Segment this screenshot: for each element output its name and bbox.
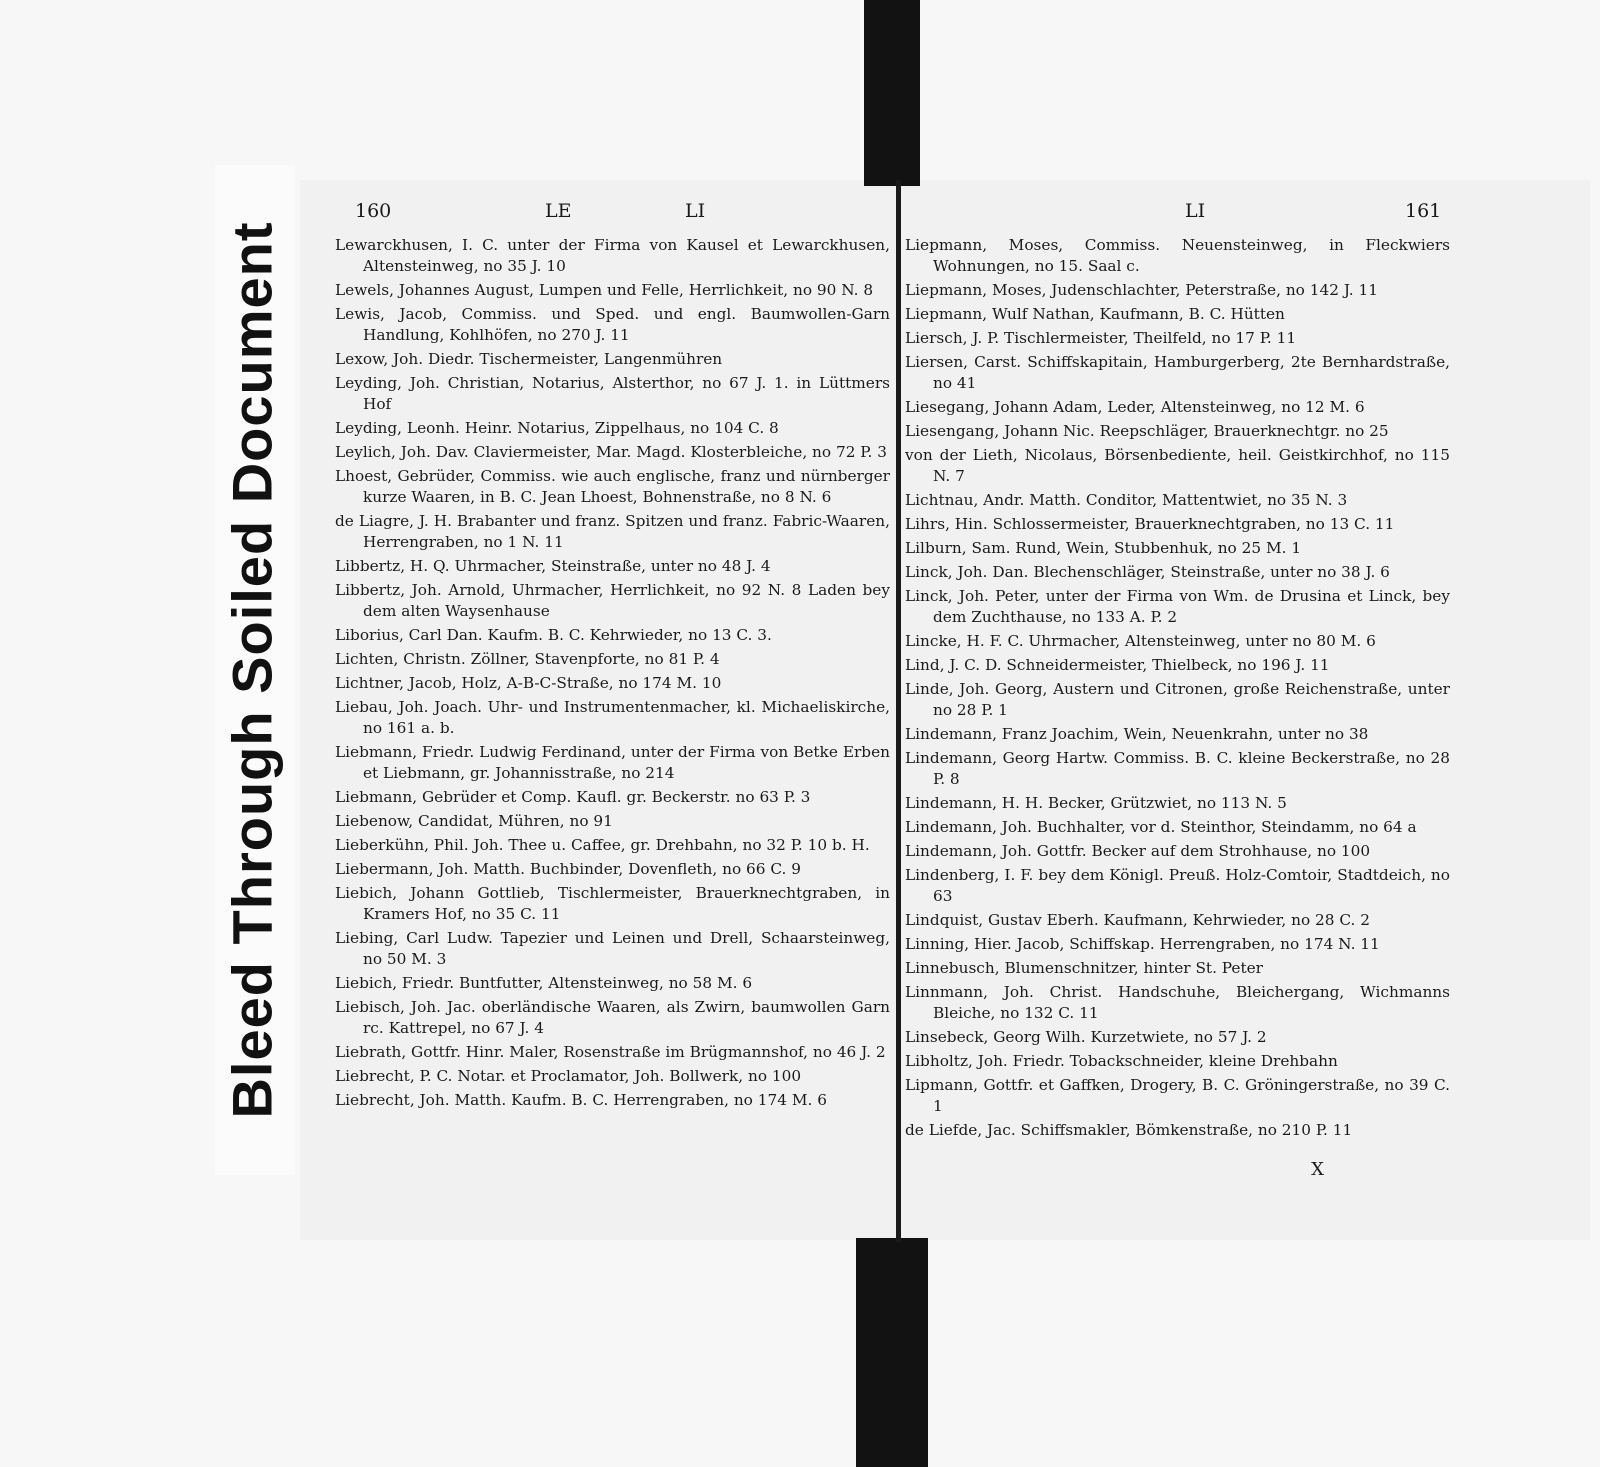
directory-entry: Libbertz, H. Q. Uhrmacher, Steinstraße, unter no 48 J. 4 [335,557,771,575]
binding-bar-top [864,0,920,186]
directory-entry: Liebrath, Gottfr. Hinr. Maler, Rosenstraße im Brügmannshof, no 46 J. 2 [335,1043,886,1061]
directory-entry: Liebisch, Joh. Jac. oberländische Waaren, als Zwirn, baumwollen Garn rc. Kattrepel, no 67 J. 4 [335,998,890,1037]
directory-entry: Linnebusch, Blumenschnitzer, hinter St. Peter [905,959,1263,977]
directory-entry: Liebmann, Friedr. Ludwig Ferdinand, unter der Firma von Betke Erben et Liebmann, gr. Johannisstraße, no 214 [335,743,890,782]
directory-entry: Liesegang, Johann Adam, Leder, Altensteinweg, no 12 M. 6 [905,398,1365,416]
binding-bar-bottom [856,1238,928,1467]
directory-entry: Lichtner, Jacob, Holz, A-B-C-Straße, no 174 M. 10 [335,674,722,692]
directory-entry: de Liefde, Jac. Schiffsmakler, Bömkenstraße, no 210 P. 11 [905,1121,1353,1139]
directory-entry: Liersch, J. P. Tischlermeister, Theilfeld, no 17 P. 11 [905,329,1297,347]
directory-entry: Liebrecht, Joh. Matth. Kaufm. B. C. Herrengraben, no 174 M. 6 [335,1091,827,1109]
directory-entry: Lieberkühn, Phil. Joh. Thee u. Caffee, gr. Drehbahn, no 32 P. 10 b. H. [335,836,870,854]
directory-entry: Linck, Joh. Peter, unter der Firma von Wm. de Drusina et Linck, bey dem Zuchthause, no 133 A. P. 2 [905,587,1450,626]
directory-entry: Lexow, Joh. Diedr. Tischermeister, Langenmühren [335,350,723,368]
directory-entry: Lincke, H. F. C. Uhrmacher, Altensteinweg, unter no 80 M. 6 [905,632,1376,650]
directory-entry: Liebich, Johann Gottlieb, Tischlermeister, Brauerknechtgraben, in Kramers Hof, no 35 C. 11 [335,884,890,923]
directory-entry: Liersen, Carst. Schiffskapitain, Hamburgerberg, 2te Bernhardstraße, no 41 [905,353,1450,392]
directory-entry: Lindenberg, I. F. bey dem Königl. Preuß. Holz-Comtoir, Stadtdeich, no 63 [905,866,1450,905]
directory-entry: Liebenow, Candidat, Mühren, no 91 [335,812,613,830]
left-page-header [335,180,890,235]
header-right-letters: LI [685,200,706,222]
right-page-header [905,180,1450,235]
directory-entry: Lindquist, Gustav Eberh. Kaufmann, Kehrwieder, no 28 C. 2 [905,911,1371,929]
directory-entry: Liepmann, Moses, Commiss. Neuensteinweg, in Fleckwiers Wohnungen, no 15. Saal c. [905,236,1450,275]
directory-entry: Liesengang, Johann Nic. Reepschläger, Brauerknechtgr. no 25 [905,422,1389,440]
directory-entry: Liepmann, Moses, Judenschlachter, Peterstraße, no 142 J. 11 [905,281,1378,299]
directory-entry: Lipmann, Gottfr. et Gaffken, Drogery, B. C. Gröningerstraße, no 39 C. 1 [905,1076,1450,1115]
directory-entry: Lhoest, Gebrüder, Commiss. wie auch englische, franz und nürnberger kurze Waaren, in B. C. Jean Lhoest, Bohnenstraße, no 8 N. 6 [335,467,890,506]
directory-entry: Liebmann, Gebrüder et Comp. Kaufl. gr. Beckerstr. no 63 P. 3 [335,788,811,806]
page-number: 160 [355,200,392,222]
directory-entry: Lewels, Johannes August, Lumpen und Felle, Herrlichkeit, no 90 N. 8 [335,281,874,299]
page-number: 161 [1405,200,1442,222]
directory-entry: Lewis, Jacob, Commiss. und Sped. und engl. Baumwollen-Garn Handlung, Kohlhöfen, no 270 J. 11 [335,305,890,344]
left-page [335,180,890,1240]
directory-entry: Liebing, Carl Ludw. Tapezier und Leinen und Drell, Schaarsteinweg, no 50 M. 3 [335,929,890,968]
directory-entry: von der Lieth, Nicolaus, Börsenbediente, heil. Geistkirchhof, no 115 N. 7 [905,446,1450,485]
directory-entry: Lihrs, Hin. Schlossermeister, Brauerknechtgraben, no 13 C. 11 [905,515,1395,533]
directory-entry: Lilburn, Sam. Rund, Wein, Stubbenhuk, no 25 M. 1 [905,539,1302,557]
directory-entry: Linde, Joh. Georg, Austern und Citronen, große Reichenstraße, unter no 28 P. 1 [905,680,1450,719]
directory-entry: Lindemann, H. H. Becker, Grützwiet, no 113 N. 5 [905,794,1287,812]
directory-entry: Lindemann, Georg Hartw. Commiss. B. C. kleine Beckerstraße, no 28 P. 8 [905,749,1450,788]
directory-entry: Liebau, Joh. Joach. Uhr- und Instrumentenmacher, kl. Michaeliskirche, no 161 a. b. [335,698,890,737]
right-entry-list [905,235,1450,1141]
directory-entry: Libbertz, Joh. Arnold, Uhrmacher, Herrlichkeit, no 92 N. 8 Laden bey dem alten Waysenhause [335,581,890,620]
directory-entry: Liebich, Friedr. Buntfutter, Altensteinweg, no 58 M. 6 [335,974,753,992]
directory-entry: Liepmann, Wulf Nathan, Kaufmann, B. C. Hütten [905,305,1285,323]
directory-entry: Liebrecht, P. C. Notar. et Proclamator, Joh. Bollwerk, no 100 [335,1067,802,1085]
directory-entry: Linsebeck, Georg Wilh. Kurzetwiete, no 57 J. 2 [905,1028,1267,1046]
directory-entry: Leylich, Joh. Dav. Claviermeister, Mar. Magd. Klosterbleiche, no 72 P. 3 [335,443,887,461]
directory-entry: Lindemann, Franz Joachim, Wein, Neuenkrahn, unter no 38 [905,725,1369,743]
header-left-letters: LE [545,200,572,222]
directory-entry: Linck, Joh. Dan. Blechenschläger, Steinstraße, unter no 38 J. 6 [905,563,1390,581]
directory-entry: Liborius, Carl Dan. Kaufm. B. C. Kehrwieder, no 13 C. 3. [335,626,772,644]
book-gutter [896,180,901,1242]
directory-entry: Libholtz, Joh. Friedr. Tobackschneider, kleine Drehbahn [905,1052,1338,1070]
header-center-letters: LI [1185,200,1206,222]
signature-mark: X [1311,1159,1324,1180]
directory-entry: de Liagre, J. H. Brabanter und franz. Spitzen und franz. Fabric-Waaren, Herrengraben, no 1 N. 11 [335,512,890,551]
left-entry-list [335,235,890,1111]
directory-entry: Leyding, Joh. Christian, Notarius, Alsterthor, no 67 J. 1. in Lüttmers Hof [335,374,890,413]
directory-entry: Liebermann, Joh. Matth. Buchbinder, Dovenfleth, no 66 C. 9 [335,860,802,878]
directory-entry: Lichten, Christn. Zöllner, Stavenpforte, no 81 P. 4 [335,650,720,668]
right-page [905,180,1450,1240]
directory-entry: Leyding, Leonh. Heinr. Notarius, Zippelhaus, no 104 C. 8 [335,419,779,437]
directory-entry: Linnmann, Joh. Christ. Handschuhe, Bleichergang, Wichmanns Bleiche, no 132 C. 11 [905,983,1450,1022]
directory-entry: Lindemann, Joh. Buchhalter, vor d. Steinthor, Steindamm, no 64 a [905,818,1417,836]
directory-entry: Lichtnau, Andr. Matth. Conditor, Mattentwiet, no 35 N. 3 [905,491,1348,509]
directory-entry: Linning, Hier. Jacob, Schiffskap. Herrengraben, no 174 N. 11 [905,935,1380,953]
side-label: Bleed Through Soiled Document [220,221,284,1119]
directory-entry: Lindemann, Joh. Gottfr. Becker auf dem Strohhause, no 100 [905,842,1371,860]
directory-entry: Lewarckhusen, I. C. unter der Firma von Kausel et Lewarckhusen, Altensteinweg, no 35 J. 10 [335,236,890,275]
directory-entry: Lind, J. C. D. Schneidermeister, Thielbeck, no 196 J. 11 [905,656,1330,674]
